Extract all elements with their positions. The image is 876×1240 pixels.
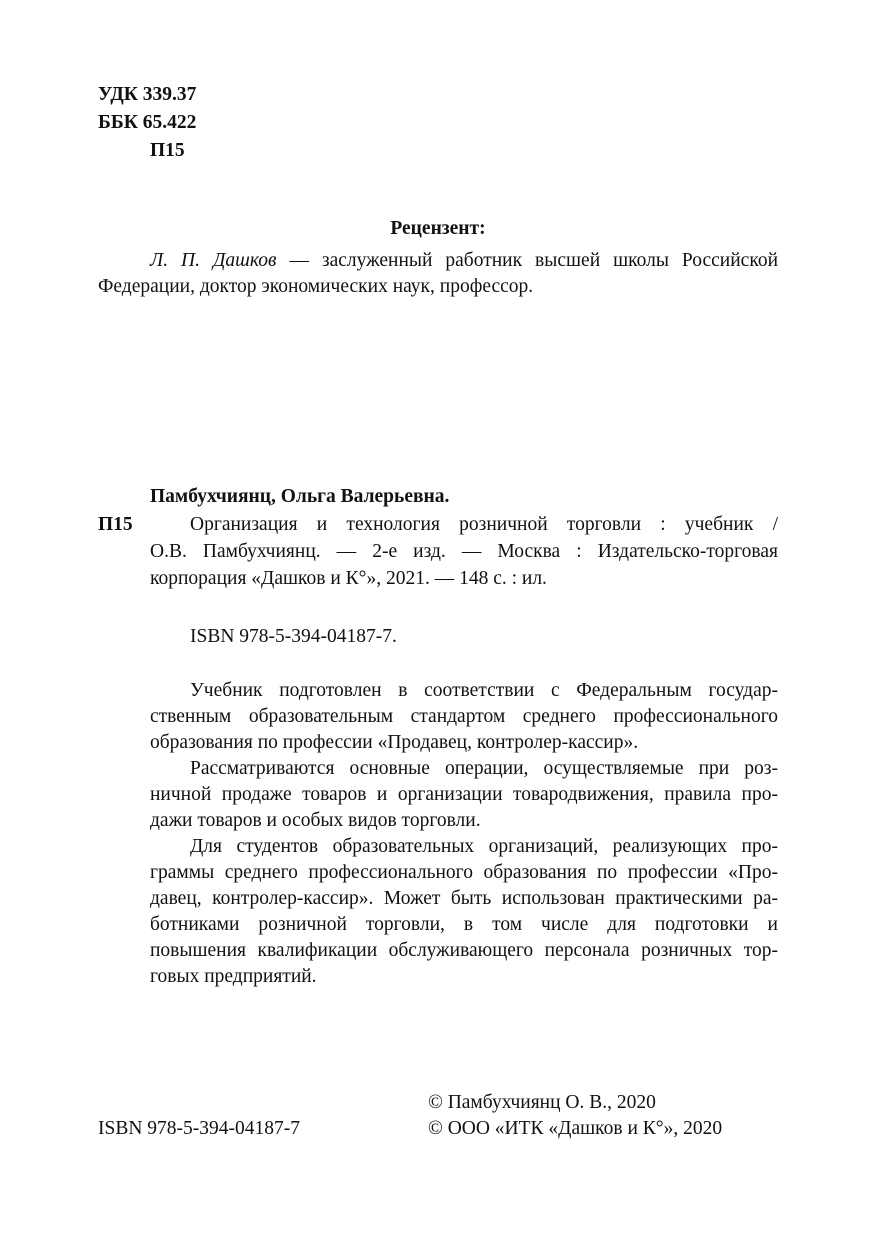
bibliography-line-2: О.В. Памбухчиянц. — 2-е изд. — Москва : Издательско-торговая (150, 541, 778, 562)
bibliography-index-mark: П15 (98, 514, 133, 535)
bbk-code: ББК 65.422 (98, 112, 197, 133)
reviewer-heading: Рецензент: (390, 218, 486, 239)
annotation-p3-line-6: говых предприятий. (150, 966, 317, 987)
isbn-inline: ISBN 978-5-394-04187-7. (190, 626, 397, 647)
annotation-p3-line-5: повышения квалификации обслуживающего персонала розничных тор- (150, 940, 778, 961)
reviewer-name: Л. П. Дашков (150, 250, 277, 271)
bibliography-line-3: корпорация «Дашков и К°», 2021. — 148 с. : ил. (150, 568, 547, 589)
annotation-p2-line-2: ничной продаже товаров и организации товародвижения, правила про- (150, 784, 778, 805)
bibliography-line-1: Организация и технология розничной торговли : учебник / (190, 514, 778, 535)
annotation-p2-line-1: Рассматриваются основные операции, осуществляемые при роз- (190, 758, 778, 779)
reviewer-description: — заслуженный работник высшей школы Российской (276, 250, 779, 271)
annotation-p3-line-2: граммы среднего профессионального образования по профессии «Про- (150, 862, 778, 883)
reviewer-line-2: Федерации, доктор экономических наук, профессор. (98, 276, 534, 297)
copyright-author: © Памбухчиянц О. В., 2020 (428, 1092, 656, 1113)
reviewer-line-1 (150, 250, 778, 272)
udk-code: УДК 339.37 (98, 84, 197, 105)
isbn-footer: ISBN 978-5-394-04187-7 (98, 1118, 301, 1139)
annotation-p1-line-2: ственным образовательным стандартом среднего профессионального (150, 706, 778, 727)
author-name: Памбухчиянц, Ольга Валерьевна. (150, 486, 450, 507)
author-index-mark: П15 (150, 140, 185, 161)
annotation-p3-line-1: Для студентов образовательных организаций, реализующих про- (190, 836, 778, 857)
annotation-p2-line-3: дажи товаров и особых видов торговли. (150, 810, 481, 831)
annotation-p3-line-4: ботниками розничной торговли, в том числе для подготовки и (150, 914, 778, 935)
annotation-p1-line-3: образования по профессии «Продавец, контролер-кассир». (150, 732, 639, 753)
annotation-p3-line-3: давец, контролер-кассир». Может быть использован практическими ра- (150, 888, 778, 909)
annotation-p1-line-1: Учебник подготовлен в соответствии с Федеральным государ- (190, 680, 778, 701)
copyright-publisher: © ООО «ИТК «Дашков и К°», 2020 (428, 1118, 723, 1139)
